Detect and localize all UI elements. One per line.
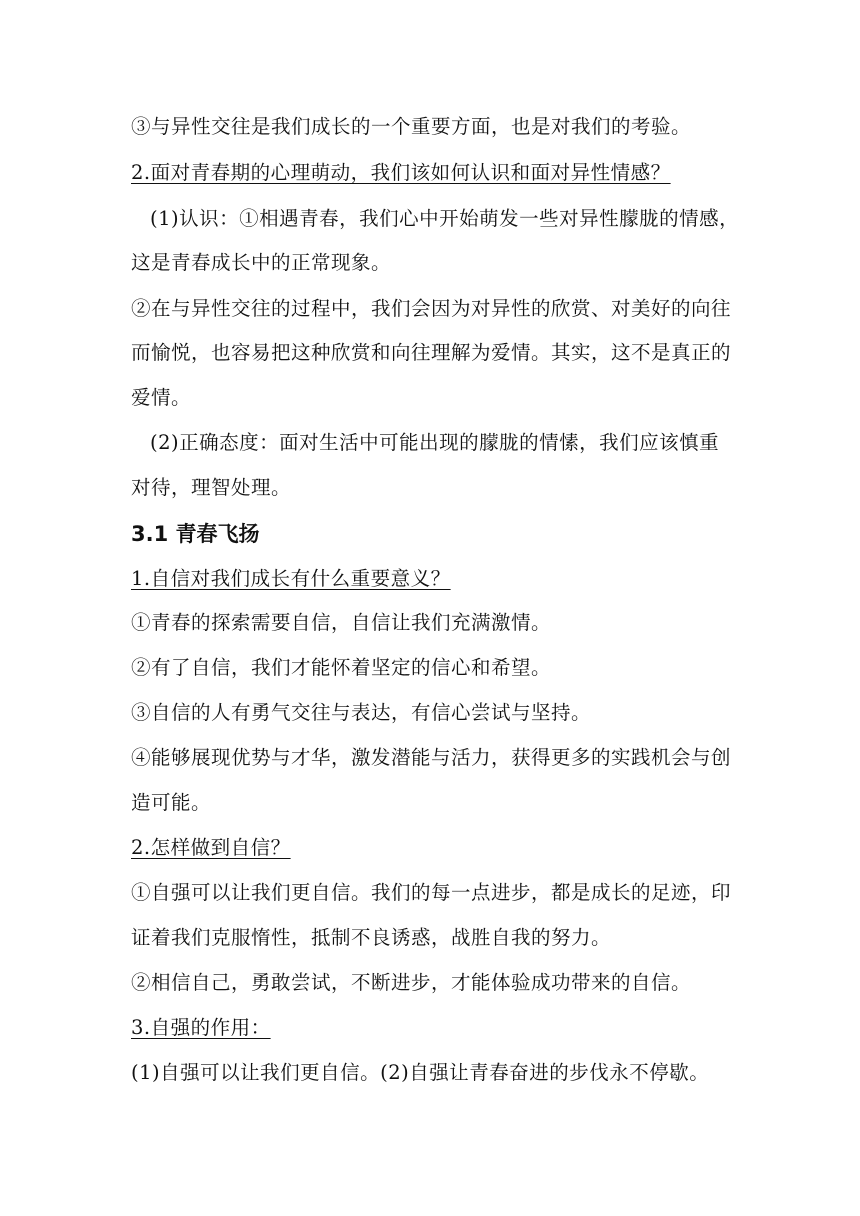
section-answer-2: ②有了自信，我们才能怀着坚定的信心和希望。 bbox=[131, 656, 552, 679]
point-1-line-1: (1)认识：①相遇青春，我们心中开始萌发一些对异性朦胧的情感， bbox=[150, 207, 740, 230]
point-1b-line-3: 爱情。 bbox=[131, 386, 192, 409]
question-2: 2.面对青春期的心理萌动，我们该如何认识和面对异性情感？ bbox=[131, 161, 671, 184]
point-2-line-1: (2)正确态度：面对生活中可能出现的朦胧的情愫，我们应该慎重 bbox=[150, 431, 720, 454]
point-1b-line-2: 而愉悦，也容易把这种欣赏和向往理解为爱情。其实，这不是真正的 bbox=[131, 341, 732, 364]
answer-item-3: ③与异性交往是我们成长的一个重要方面，也是对我们的考验。 bbox=[131, 115, 692, 138]
section-answer-1: ①青春的探索需要自信，自信让我们充满激情。 bbox=[131, 611, 552, 634]
section-heading: 3.1 青春飞扬 bbox=[131, 522, 260, 546]
section-b1-line-2: 证着我们克服惰性，抵制不良诱惑，战胜自我的努力。 bbox=[131, 926, 612, 949]
section-c1: (1)自强可以让我们更自信。(2)自强让青春奋进的步伐永不停歇。 bbox=[131, 1061, 710, 1084]
section-b1-line-1: ①自强可以让我们更自信。我们的每一点进步，都是成长的足迹，印 bbox=[131, 881, 732, 904]
section-question-2: 2.怎样做到自信？ bbox=[131, 836, 291, 859]
section-question-3: 3.自强的作用： bbox=[131, 1016, 271, 1039]
point-2-line-2: 对待，理智处理。 bbox=[131, 476, 292, 499]
point-1b-line-1: ②在与异性交往的过程中，我们会因为对异性的欣赏、对美好的向往 bbox=[131, 297, 732, 320]
point-1-line-2: 这是青春成长中的正常现象。 bbox=[131, 251, 392, 274]
section-b2: ②相信自己，勇敢尝试，不断进步，才能体验成功带来的自信。 bbox=[131, 971, 692, 994]
section-answer-3: ③自信的人有勇气交往与表达，有信心尝试与坚持。 bbox=[131, 701, 592, 724]
section-answer-4-line-1: ④能够展现优势与才华，激发潜能与活力，获得更多的实践机会与创 bbox=[131, 746, 732, 769]
section-question-1: 1.自信对我们成长有什么重要意义？ bbox=[131, 567, 451, 590]
section-answer-4-line-2: 造可能。 bbox=[131, 791, 212, 814]
